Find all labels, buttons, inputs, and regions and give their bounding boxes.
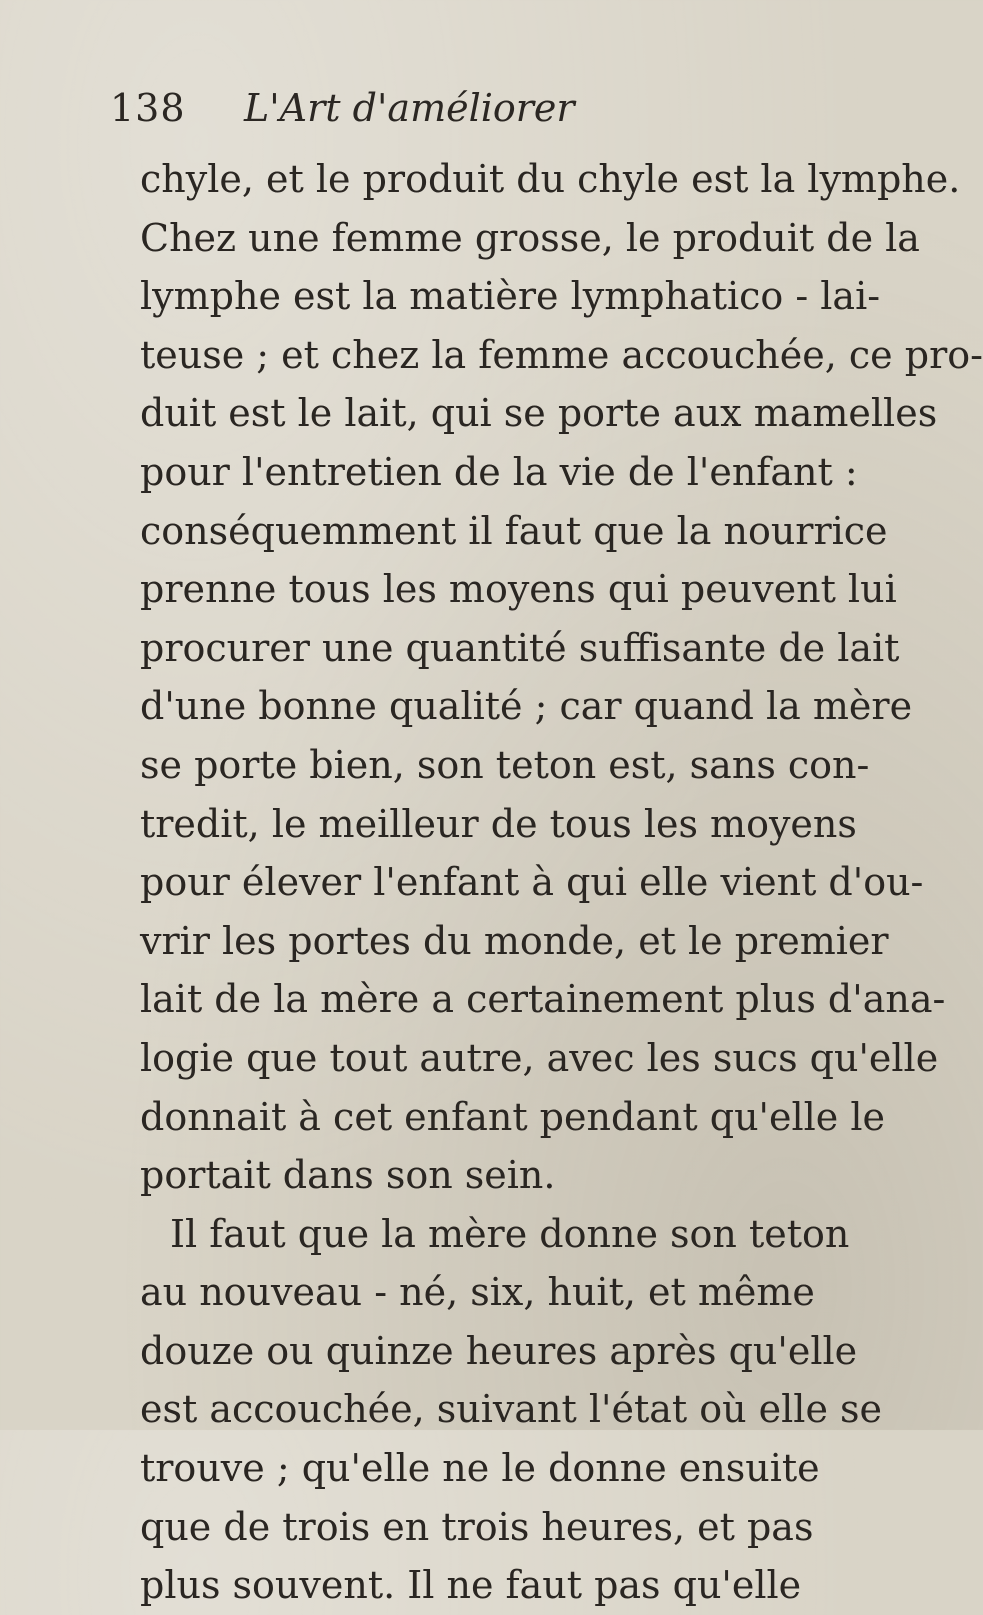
text-line: donnait à cet enfant pendant qu'elle le [140,1094,886,1139]
text-line: logie que tout autre, avec les sucs qu'elle [140,1035,939,1080]
text-line: teuse ; et chez la femme accouchée, ce pro- [140,332,983,377]
text-line: est accouchée, suivant l'état où elle se [140,1387,883,1432]
text-line: lait de la mère a certainement plus d'ana- [140,977,946,1022]
text-line: d'une bonne qualité ; car quand la mère [140,684,913,729]
text-line: conséquemment il faut que la nourrice [140,508,888,553]
text-line: pour élever l'enfant à qui elle vient d'ou- [140,860,924,905]
body-text [140,150,983,1615]
text-line: pour l'entretien de la vie de l'enfant : [140,449,858,494]
page-number: 138 [110,86,186,130]
text-line: au nouveau - né, six, huit, et même [140,1270,815,1315]
text-line: se porte bien, son teton est, sans con- [140,742,870,787]
text-line: douze ou quinze heures après qu'elle [140,1328,858,1373]
running-head [108,86,668,136]
text-line: Chez une femme grosse, le produit de la [140,215,920,260]
text-line: chyle, et le produit du chyle est la lymphe. [140,157,961,201]
text-line: portait dans son sein. [140,1153,556,1198]
text-line: Il faut que la mère donne son teton [170,1211,850,1256]
text-line: que de trois en trois heures, et pas [140,1504,814,1549]
text-line: procurer une quantité suffisante de lait [140,625,900,670]
text-line: lymphe est la matière lymphatico - lai- [140,274,881,319]
running-title: L'Art d'améliorer [244,86,575,130]
text-line: duit est le lait, qui se porte aux mamelles [140,391,938,436]
text-line: vrir les portes du monde, et le premier [140,918,889,963]
text-line: prenne tous les moyens qui peuvent lui [140,567,897,612]
text-line: trouve ; qu'elle ne le donne ensuite [140,1446,820,1491]
text-line: plus souvent. Il ne faut pas qu'elle [140,1563,802,1608]
text-line: tredit, le meilleur de tous les moyens [140,801,857,846]
